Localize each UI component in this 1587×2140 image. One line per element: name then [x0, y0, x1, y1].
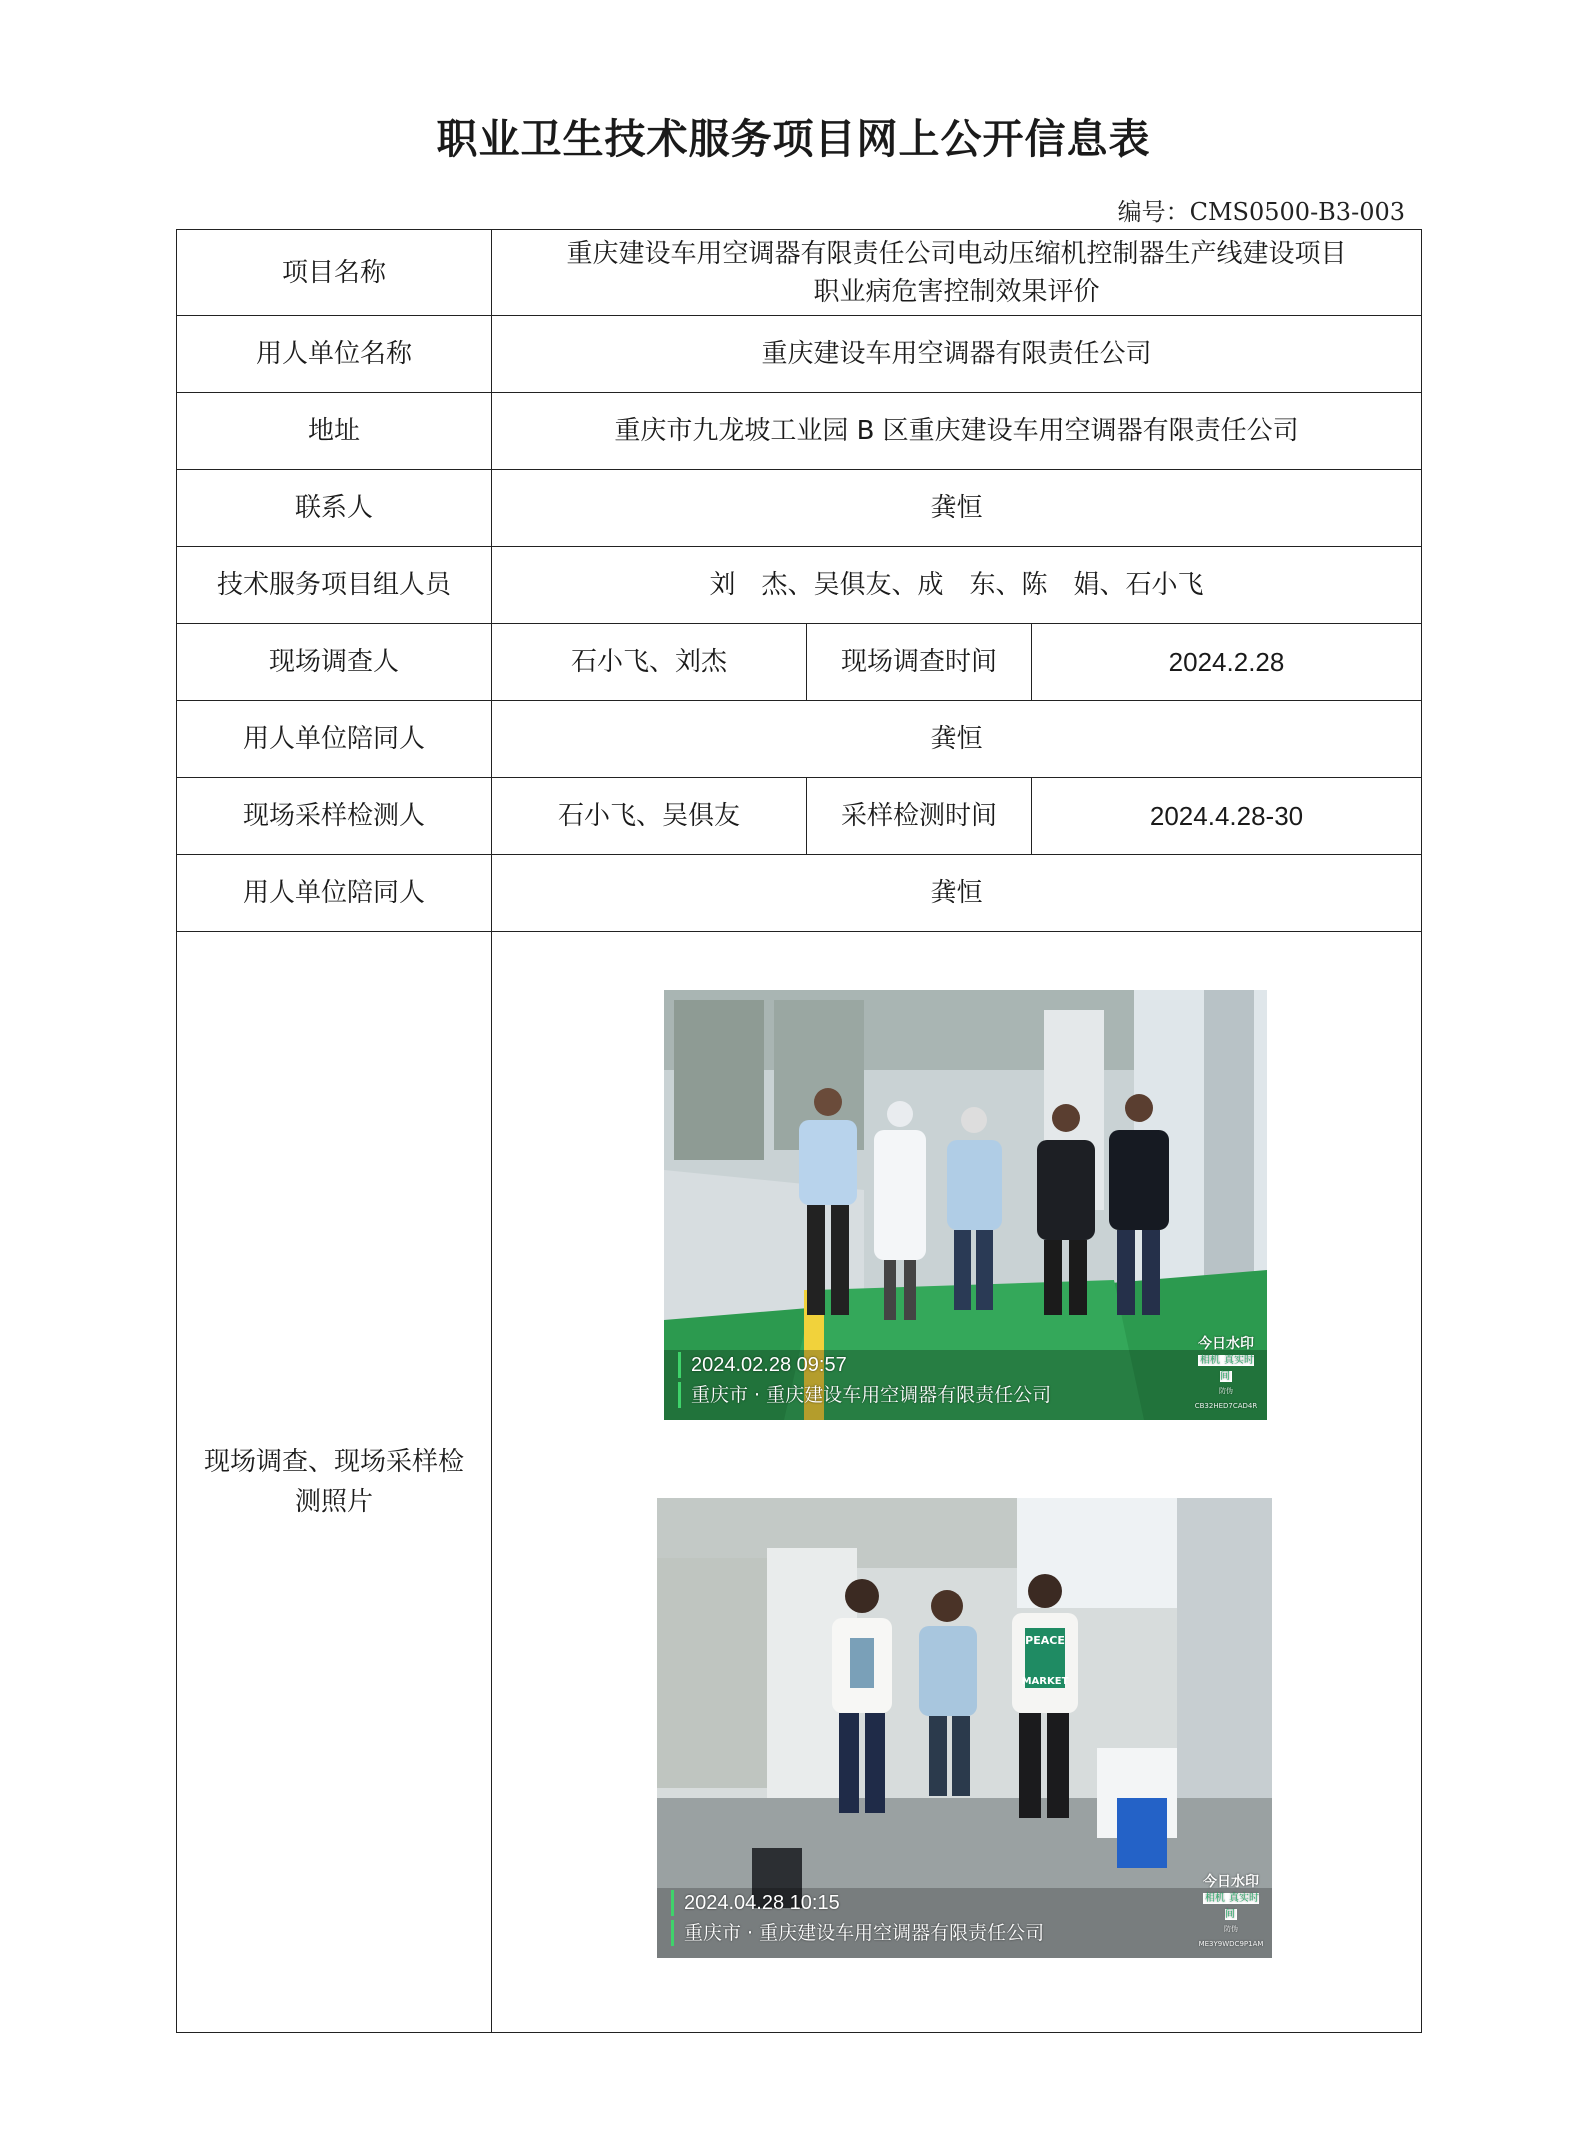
row-contact [177, 470, 1422, 547]
site-sampling-photo-image [657, 1498, 1272, 1958]
photo2-watermark-badge [1198, 1875, 1264, 1952]
photo2-timestamp: 2024.04.28 10:15 [671, 1890, 840, 1916]
document-number: 编号：CMS0500-B3-003 [1117, 198, 1405, 226]
shirt-text-2: MARKET [1021, 1676, 1069, 1687]
row-photos [177, 932, 1422, 2033]
value-survey-time: 2024.2.28 [1032, 624, 1422, 701]
row-sampling [177, 778, 1422, 855]
site-sampling-photo [657, 1498, 1272, 1958]
photo1-badge-sub1: 相机 [1200, 1355, 1220, 1366]
photo1-location: 重庆市 · 重庆建设车用空调器有限责任公司 [678, 1382, 1051, 1408]
photo2-badge-code: 防伪 ME3Y9WDC9P1AM [1198, 1925, 1264, 1948]
photo1-timestamp: 2024.02.28 09:57 [678, 1352, 847, 1378]
value-contact: 龚恒 [492, 470, 1422, 547]
value-sampling-escort: 龚恒 [492, 855, 1422, 932]
info-table [176, 229, 1422, 2033]
page-title: 职业卫生技术服务项目网上公开信息表 [436, 115, 1151, 163]
row-address [177, 393, 1422, 470]
photo2-badge-sub2: 真实时间 [1225, 1893, 1259, 1920]
value-survey: 石小飞、刘杰 [492, 624, 807, 701]
project-name-line1: 重庆建设车用空调器有限责任公司电动压缩机控制器生产线建设项目 [566, 238, 1347, 269]
label-sampling: 现场采样检测人 [177, 778, 492, 855]
value-address: 重庆市九龙坡工业园 B 区重庆建设车用空调器有限责任公司 [492, 393, 1422, 470]
row-sampling-escort [177, 855, 1422, 932]
value-sampling-time: 2024.4.28-30 [1032, 778, 1422, 855]
value-team: 刘 杰、吴俱友、成 东、陈 娟、石小飞 [492, 547, 1422, 624]
value-project-name [492, 230, 1422, 316]
label-contact: 联系人 [177, 470, 492, 547]
photo1-badge-code: 防伪 CB32HED7CAD4R [1194, 1387, 1258, 1410]
value-sampling: 石小飞、吴俱友 [492, 778, 807, 855]
site-survey-photo [664, 990, 1267, 1420]
photo1-badge-sub2: 真实时间 [1220, 1355, 1254, 1382]
photo1-badge-title: 今日水印 [1198, 1336, 1254, 1352]
label-survey: 现场调查人 [177, 624, 492, 701]
photo1-watermark-badge [1193, 1337, 1259, 1414]
photos-label-line1: 现场调查、现场采样检 [203, 1447, 464, 1477]
photos-label-line2: 测照片 [294, 1487, 373, 1517]
label-team: 技术服务项目组人员 [177, 547, 492, 624]
value-employer: 重庆建设车用空调器有限责任公司 [492, 316, 1422, 393]
row-survey-escort [177, 701, 1422, 778]
row-project-name [177, 230, 1422, 316]
photo2-location: 重庆市 · 重庆建设车用空调器有限责任公司 [671, 1920, 1044, 1946]
project-name-line2: 职业病危害控制效果评价 [813, 276, 1100, 307]
photo2-badge-sub1: 相机 [1205, 1893, 1225, 1904]
row-employer [177, 316, 1422, 393]
label-photos [177, 932, 492, 2033]
label-survey-time: 现场调查时间 [807, 624, 1032, 701]
photo2-badge-title: 今日水印 [1203, 1874, 1259, 1890]
label-address: 地址 [177, 393, 492, 470]
row-survey [177, 624, 1422, 701]
photos-cell [492, 932, 1422, 2033]
shirt-text-1: PEACE [1025, 1634, 1065, 1647]
value-survey-escort: 龚恒 [492, 701, 1422, 778]
label-employer: 用人单位名称 [177, 316, 492, 393]
label-sampling-escort: 用人单位陪同人 [177, 855, 492, 932]
row-team [177, 547, 1422, 624]
label-project-name: 项目名称 [177, 230, 492, 316]
label-sampling-time: 采样检测时间 [807, 778, 1032, 855]
label-survey-escort: 用人单位陪同人 [177, 701, 492, 778]
